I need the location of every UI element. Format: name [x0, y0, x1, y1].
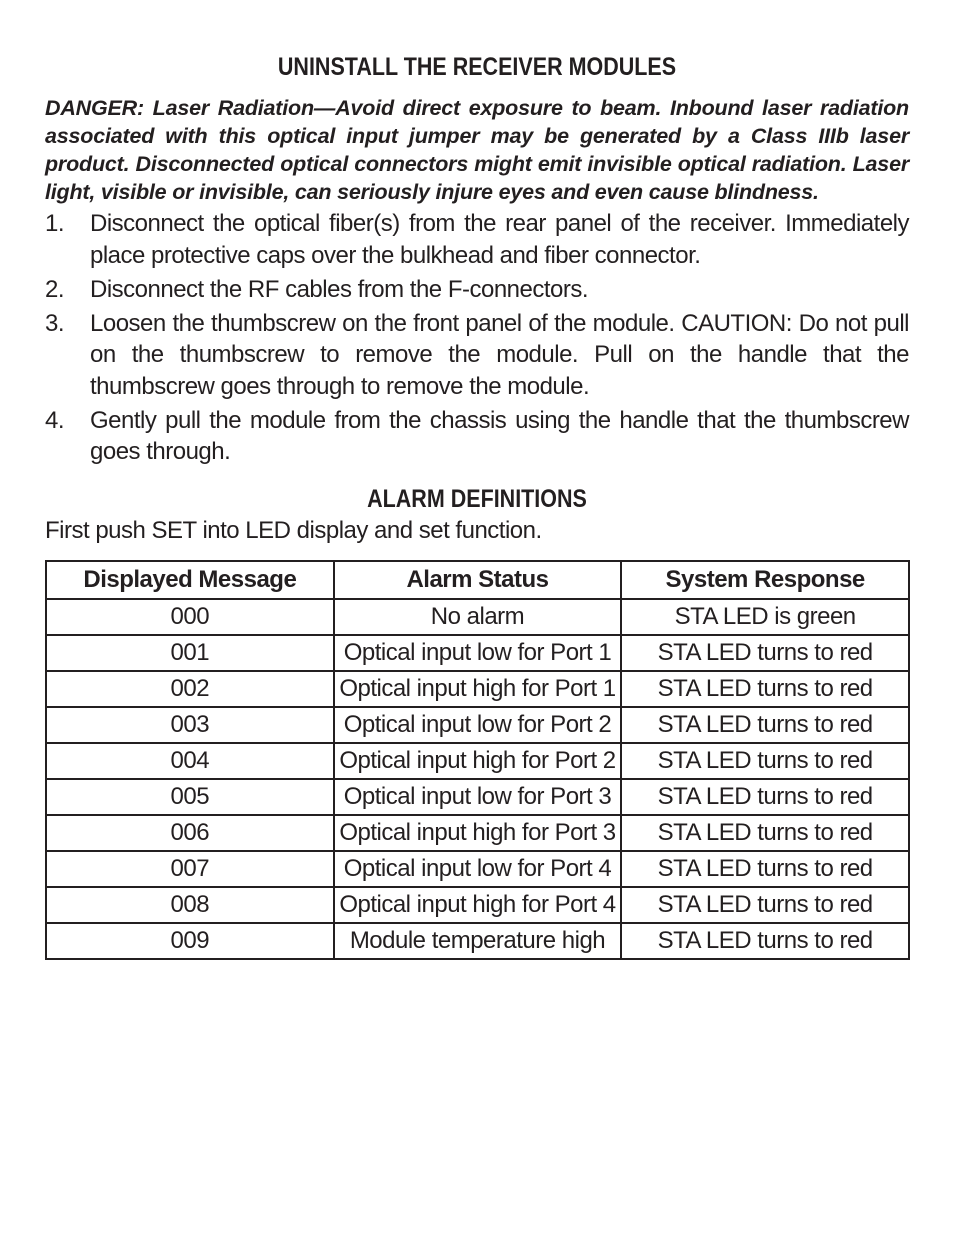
header-displayed-message: Displayed Message [46, 561, 334, 599]
cell-system-response: STA LED turns to red [621, 851, 909, 887]
step-number: 2. [45, 275, 65, 303]
cell-displayed-message: 009 [46, 923, 334, 959]
table-row [46, 635, 909, 671]
header-system-response: System Response [621, 561, 909, 599]
step-text: Disconnect the RF cables from the F-connectors. [90, 275, 589, 303]
step-number: 3. [45, 309, 65, 337]
cell-system-response: STA LED turns to red [621, 743, 909, 779]
cell-displayed-message: 008 [46, 887, 334, 923]
alarm-table-body [46, 599, 909, 959]
table-header-row [46, 561, 909, 599]
alarm-intro-text: First push SET into LED display and set function. [45, 516, 542, 544]
table-row [46, 671, 909, 707]
cell-system-response: STA LED turns to red [621, 923, 909, 959]
table-row [46, 779, 909, 815]
step-item [45, 208, 909, 271]
cell-alarm-status: No alarm [334, 599, 622, 635]
cell-displayed-message: 000 [46, 599, 334, 635]
cell-alarm-status: Optical input high for Port 4 [334, 887, 622, 923]
table-row [46, 887, 909, 923]
cell-system-response: STA LED turns to red [621, 635, 909, 671]
step-number: 1. [45, 210, 65, 237]
cell-system-response: STA LED turns to red [621, 671, 909, 707]
cell-system-response: STA LED turns to red [621, 707, 909, 743]
cell-alarm-status: Optical input low for Port 2 [334, 707, 622, 743]
cell-system-response: STA LED turns to red [621, 815, 909, 851]
alarm-table [45, 560, 910, 960]
step-item [45, 405, 909, 468]
cell-displayed-message: 007 [46, 851, 334, 887]
cell-displayed-message: 003 [46, 707, 334, 743]
step-text: Gently pull the module from the chassis using the handle that the thumbscrew goes through. [90, 406, 909, 465]
danger-warning: DANGER: Laser Radiation—Avoid direct exposure to beam. Inbound laser radiation associated with this optical input jumper may be generated by a Class IIIb laser product. Disconnected optical connectors might emit invisible optical radiation. Laser light, visible or invisible, can seriously injure eyes and even cause blindness. [45, 96, 909, 204]
uninstall-steps [45, 208, 909, 468]
table-row [46, 815, 909, 851]
header-alarm-status: Alarm Status [334, 561, 622, 599]
cell-alarm-status: Optical input high for Port 1 [334, 671, 622, 707]
uninstall-title: UNINSTALL THE RECEIVER MODULES [277, 53, 677, 81]
step-item [45, 274, 909, 306]
cell-displayed-message: 002 [46, 671, 334, 707]
table-row [46, 599, 909, 635]
document-page [45, 50, 909, 960]
cell-alarm-status: Module temperature high [334, 923, 622, 959]
cell-system-response: STA LED turns to red [621, 779, 909, 815]
step-number: 4. [45, 406, 65, 434]
cell-displayed-message: 006 [46, 815, 334, 851]
step-text: Disconnect the optical fiber(s) from the rear panel of the receiver. Immediately place protective caps over the bulkhead and fiber connector. [90, 210, 909, 269]
cell-alarm-status: Optical input low for Port 3 [334, 779, 622, 815]
cell-system-response: STA LED is green [621, 599, 909, 635]
cell-alarm-status: Optical input low for Port 1 [334, 635, 622, 671]
table-row [46, 743, 909, 779]
cell-alarm-status: Optical input high for Port 2 [334, 743, 622, 779]
cell-displayed-message: 004 [46, 743, 334, 779]
cell-system-response: STA LED turns to red [621, 887, 909, 923]
table-row [46, 923, 909, 959]
step-text: Loosen the thumbscrew on the front panel of the module. CAUTION: Do not pull on the thumbscrew to remove the module. Pull on the handle that the thumbscrew goes through to remove the module. [90, 309, 909, 400]
cell-displayed-message: 005 [46, 779, 334, 815]
cell-alarm-status: Optical input high for Port 3 [334, 815, 622, 851]
cell-alarm-status: Optical input low for Port 4 [334, 851, 622, 887]
cell-displayed-message: 001 [46, 635, 334, 671]
alarm-definitions-title: ALARM DEFINITIONS [367, 484, 587, 513]
table-row [46, 851, 909, 887]
table-row [46, 707, 909, 743]
step-item [45, 308, 909, 403]
